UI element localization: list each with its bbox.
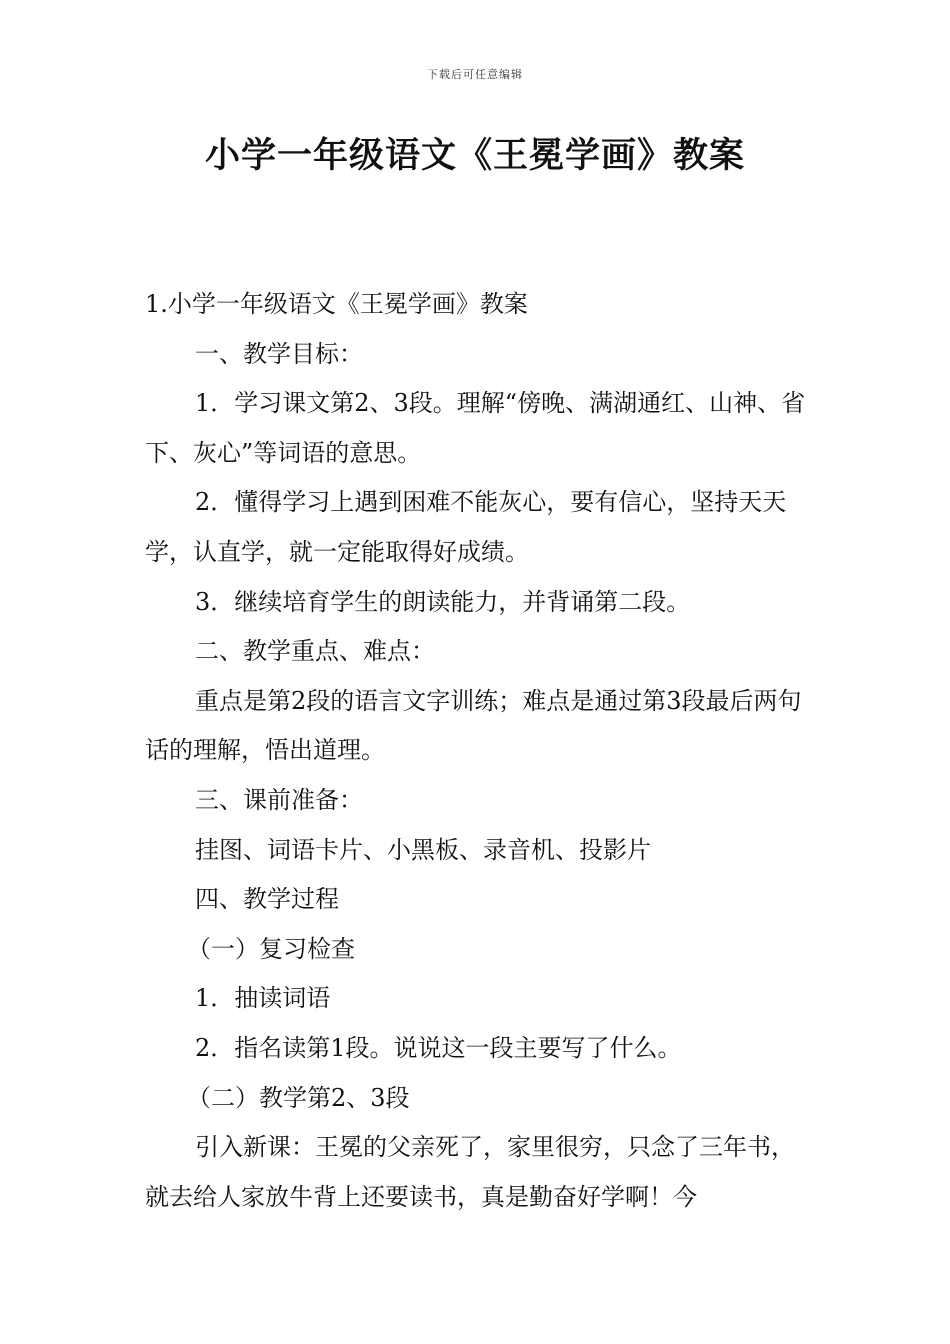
paragraph-introduction: 引入新课：王冕的父亲死了，家里很穷，只念了三年书，就去给人家放牛背上还要读书，真是勤奋好学啊！今 [145, 1133, 795, 1211]
paragraph-process-heading: 四、教学过程 [195, 885, 339, 914]
paragraph-objectives-heading: 一、教学目标： [195, 339, 363, 368]
paragraph-teaching-heading: （二）教学第2、3段 [187, 1083, 410, 1112]
paragraph-preparation-heading: 三、课前准备： [195, 785, 363, 814]
document-body [145, 280, 813, 1222]
section-heading-1: 1.小学一年级语文《王冕学画》教案 [145, 290, 528, 318]
document-title: 小学一年级语文《王冕学画》教案 [204, 136, 745, 176]
paragraph-objective-2: 2．懂得学习上遇到困难不能灰心，要有信心，坚持天天学，认直学，就一定能取得好成绩。 [145, 488, 787, 566]
paragraph-objective-1: 1．学习课文第2、3段。理解“傍晚、满湖通红、山神、省下、灰心”等词语的意思。 [145, 389, 806, 467]
paragraph-review-1: 1．抽读词语 [195, 984, 331, 1013]
paragraph-objective-3: 3．继续培育学生的朗读能力，并背诵第二段。 [195, 587, 691, 616]
paragraph-review-2: 2．指名读第1段。说说这一段主要写了什么。 [195, 1033, 682, 1062]
paragraph-key-points: 重点是第2段的语言文字训练；难点是通过第3段最后两句话的理解，悟出道理。 [145, 686, 802, 765]
page-header-note: 下载后可任意编辑 [427, 68, 523, 81]
paragraph-preparation: 挂图、词语卡片、小黑板、录音机、投影片 [195, 835, 651, 864]
paragraph-review-heading: （一）复习检查 [187, 934, 355, 963]
paragraph-key-points-heading: 二、教学重点、难点： [195, 637, 435, 666]
